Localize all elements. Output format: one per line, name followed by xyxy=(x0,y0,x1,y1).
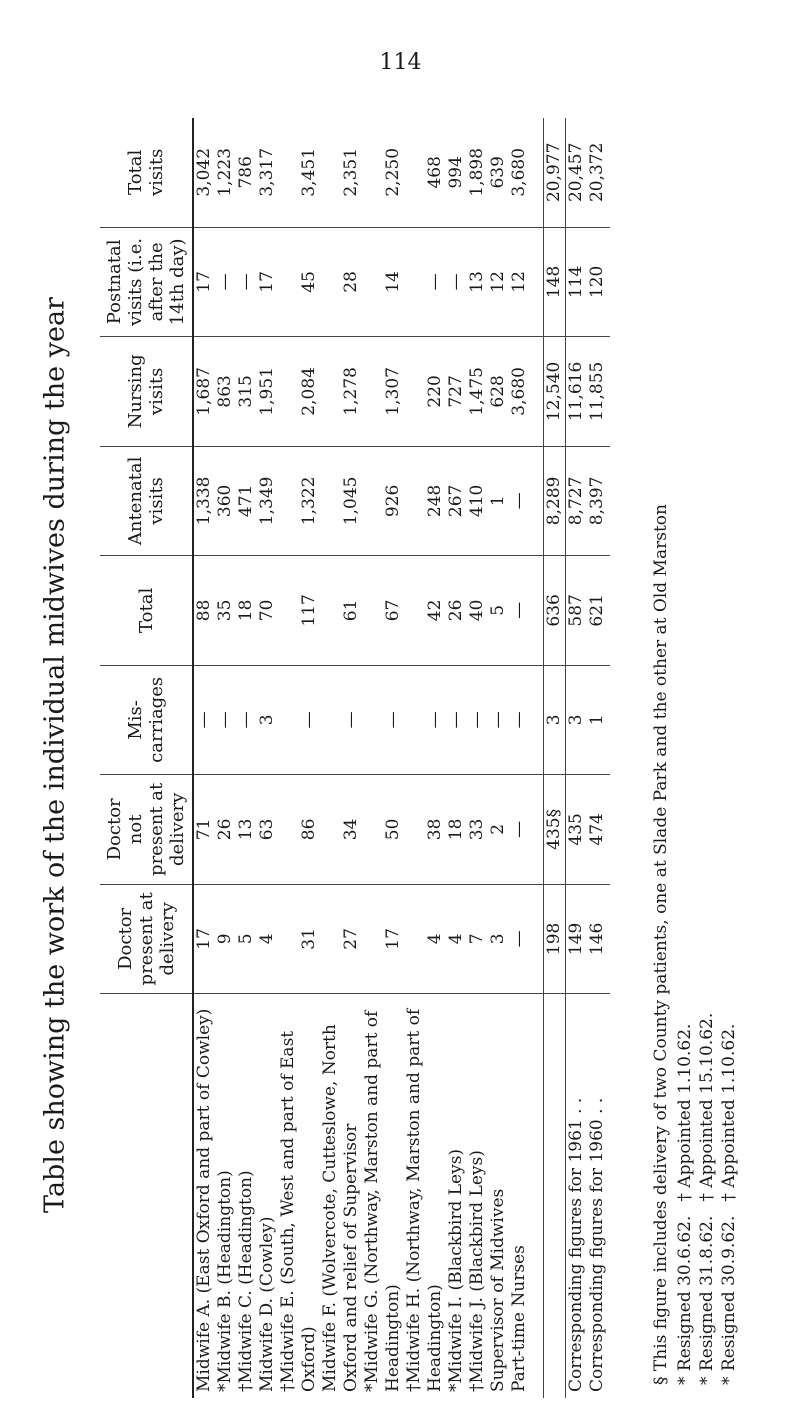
gap xyxy=(404,234,425,331)
value: 315 xyxy=(236,375,256,408)
value-1960: 11,855 xyxy=(587,361,608,422)
value: — xyxy=(509,601,529,619)
value: 40 xyxy=(467,599,487,622)
midwife-rows xyxy=(193,118,544,1398)
midwife-name: Headington) xyxy=(425,1284,445,1392)
resigned-note: * Resigned 31.8.62. xyxy=(697,1215,717,1385)
totals-label xyxy=(544,994,566,1398)
corr-cell xyxy=(566,118,610,227)
value: 248 xyxy=(425,484,445,518)
rotated-table-wrapper xyxy=(100,118,610,1398)
value: — xyxy=(215,273,235,291)
corr-cell xyxy=(566,665,610,775)
footnote-dates xyxy=(674,999,740,1385)
value: 639 xyxy=(488,156,508,189)
value: 17 xyxy=(194,271,214,293)
value: — xyxy=(488,711,508,729)
value: — xyxy=(236,273,256,291)
value: 2,250 xyxy=(383,147,403,197)
gap xyxy=(362,562,383,659)
value: — xyxy=(509,930,529,948)
value: 1,475 xyxy=(467,367,487,416)
value-1960: 120 xyxy=(587,265,608,299)
gap xyxy=(362,891,383,988)
midwife-name: †Midwife J. (Blackbird Leys) xyxy=(467,1150,487,1392)
value: 1,045 xyxy=(341,476,361,526)
value: 26 xyxy=(446,599,466,622)
corresponding-label-1960: Corresponding figures for 1960 . . xyxy=(587,1097,608,1392)
header-total: Total xyxy=(100,556,193,666)
value-1961: 149 xyxy=(566,922,587,956)
midwife-name: Midwife F. (Wolvercote, Cutteslowe, North xyxy=(320,1024,340,1392)
table-frame xyxy=(100,118,610,1398)
value: 1 xyxy=(488,495,508,507)
value: 38 xyxy=(425,818,445,841)
value: 14 xyxy=(383,271,403,293)
value: 67 xyxy=(383,599,403,622)
midwife-name: †Midwife E. (South, West and part of East xyxy=(278,1030,298,1392)
value: 2,351 xyxy=(341,147,361,197)
value: 70 xyxy=(257,599,277,622)
midwife-name: Headington) xyxy=(383,1284,403,1392)
midwife-name: †Midwife C. (Headington) xyxy=(236,1170,256,1392)
value-1961: 3 xyxy=(566,714,587,726)
gap xyxy=(362,781,383,878)
corresponding-row xyxy=(566,118,610,1398)
header-postnatal: Postnatal visits (i.e. after the 14th day) xyxy=(100,227,193,337)
gap xyxy=(278,891,299,988)
header-doctor-not-present: Doctor not present at delivery xyxy=(100,775,193,885)
total-value: 435§ xyxy=(544,775,566,885)
value: 12 xyxy=(488,271,508,293)
value-1961: 11,616 xyxy=(566,361,587,422)
value: — xyxy=(509,492,529,510)
gap xyxy=(404,124,425,221)
midwife-names-cell xyxy=(193,994,544,1398)
total-value: 8,289 xyxy=(544,446,566,556)
corr-cell xyxy=(566,446,610,556)
value: 4 xyxy=(257,933,277,945)
value: 4 xyxy=(425,933,445,945)
gap xyxy=(404,781,425,878)
value-1961: 8,727 xyxy=(566,476,587,526)
header-miscarriages: Mis-carriages xyxy=(100,665,193,775)
value: 27 xyxy=(341,928,361,950)
value: 1,687 xyxy=(194,367,214,416)
corresponding-label-1961: Corresponding figures for 1961 . . xyxy=(566,1097,587,1392)
page-number: 114 xyxy=(379,50,422,75)
corr-cell xyxy=(566,556,610,666)
value: 31 xyxy=(299,928,319,950)
gap xyxy=(278,234,299,331)
value: 863 xyxy=(215,375,235,408)
value-1960: 474 xyxy=(587,813,608,846)
value: — xyxy=(236,711,256,729)
gap xyxy=(320,672,341,769)
total-value: 12,540 xyxy=(544,337,566,447)
midwives-work-table xyxy=(100,118,610,1398)
header-nursing: Nursing visits xyxy=(100,337,193,447)
gap xyxy=(278,453,299,550)
value: 410 xyxy=(467,484,487,518)
value: 471 xyxy=(236,484,256,518)
appointed-note: † Appointed 15.10.62. xyxy=(697,1012,717,1202)
value: 13 xyxy=(236,818,256,841)
value: 5 xyxy=(236,933,256,945)
gap xyxy=(362,343,383,440)
value: — xyxy=(425,711,445,729)
value: 267 xyxy=(446,484,466,518)
midwife-name: Oxford and relief of Supervisor xyxy=(341,1123,361,1392)
header-doctor-present: Doctor present at delivery xyxy=(100,884,193,994)
data-cell xyxy=(193,775,544,885)
gap xyxy=(278,781,299,878)
midwife-name: †Midwife H. (Northway, Marston and part of xyxy=(404,1008,424,1392)
gap xyxy=(404,343,425,440)
value: 786 xyxy=(236,156,256,189)
value: 1,898 xyxy=(467,147,487,197)
midwife-name: Oxford) xyxy=(299,1326,319,1392)
value: 63 xyxy=(257,818,277,841)
table-title-container xyxy=(32,115,78,1395)
value: 50 xyxy=(383,818,403,841)
gap xyxy=(362,453,383,550)
gap xyxy=(362,124,383,221)
value: — xyxy=(446,711,466,729)
appointed-note: † Appointed 1.10.62. xyxy=(675,1023,695,1202)
value: 88 xyxy=(194,599,214,622)
value: — xyxy=(446,273,466,291)
value: 468 xyxy=(425,156,445,189)
value: — xyxy=(509,820,529,838)
gap xyxy=(278,124,299,221)
value: 17 xyxy=(194,928,214,950)
value: 3,451 xyxy=(299,147,319,197)
value: 33 xyxy=(467,818,487,841)
value: 18 xyxy=(236,599,256,622)
resigned-note: * Resigned 30.9.62. xyxy=(719,1215,739,1385)
value: — xyxy=(215,711,235,729)
value-1961: 114 xyxy=(566,265,587,299)
value: 1,338 xyxy=(194,476,214,526)
value: 1,307 xyxy=(383,367,403,416)
value: 3,680 xyxy=(509,147,529,197)
footnotes-container xyxy=(620,115,770,1395)
value: 4 xyxy=(446,933,466,945)
midwife-name: Supervisor of Midwives xyxy=(488,1188,508,1392)
value: 220 xyxy=(425,375,445,408)
gap xyxy=(278,672,299,769)
value: 45 xyxy=(299,271,319,293)
midwife-name: Midwife D. (Cowley) xyxy=(257,1216,277,1392)
gap xyxy=(278,343,299,440)
value: 2,084 xyxy=(299,367,319,416)
resigned-note: * Resigned 30.6.62. xyxy=(675,1215,695,1385)
total-value: 3 xyxy=(544,665,566,775)
value: 86 xyxy=(299,818,319,841)
gap xyxy=(404,453,425,550)
value: 1,223 xyxy=(215,147,235,197)
table-title: Table showing the work of the individual midwives during the year xyxy=(39,297,71,1213)
value: 17 xyxy=(383,928,403,950)
value: 117 xyxy=(299,594,319,627)
value: 3,317 xyxy=(257,147,277,197)
midwife-name: *Midwife I. (Blackbird Leys) xyxy=(446,1148,466,1392)
gap xyxy=(404,891,425,988)
midwife-name: *Midwife G. (Northway, Marston and part of xyxy=(362,1010,382,1392)
value: 3,042 xyxy=(194,147,214,197)
total-value: 20,977 xyxy=(544,118,566,227)
value: 61 xyxy=(341,599,361,622)
value-1960: 1 xyxy=(587,714,608,726)
total-value: 636 xyxy=(544,556,566,666)
value: — xyxy=(383,711,403,729)
value: — xyxy=(509,711,529,729)
gap xyxy=(404,562,425,659)
corr-cell xyxy=(566,884,610,994)
data-cell xyxy=(193,446,544,556)
value: 17 xyxy=(257,271,277,293)
value: 71 xyxy=(194,818,214,841)
gap xyxy=(320,562,341,659)
corr-cell xyxy=(566,775,610,885)
value: — xyxy=(299,711,319,729)
value: 628 xyxy=(488,375,508,408)
value: 35 xyxy=(215,599,235,622)
totals-row xyxy=(544,118,566,1398)
value: 1,349 xyxy=(257,476,277,526)
header-name xyxy=(100,994,193,1398)
value: 1,278 xyxy=(341,367,361,416)
gap xyxy=(320,124,341,221)
footnote-section: § This figure includes delivery of two County patients, one at Slade Park and the other at Old Marston xyxy=(651,504,671,1385)
data-cell xyxy=(193,556,544,666)
total-value: 148 xyxy=(544,227,566,337)
value: — xyxy=(341,711,361,729)
value: 12 xyxy=(509,271,529,293)
value: 9 xyxy=(215,933,235,945)
gap xyxy=(362,672,383,769)
data-cell xyxy=(193,884,544,994)
value: 3 xyxy=(488,933,508,945)
value-1961: 587 xyxy=(566,594,587,627)
value-1960: 8,397 xyxy=(587,476,608,526)
value: 13 xyxy=(467,271,487,293)
value: — xyxy=(194,711,214,729)
midwife-name: Midwife A. (East Oxford and part of Cowley) xyxy=(194,1008,214,1392)
value: 5 xyxy=(488,604,508,616)
value: 3,680 xyxy=(509,367,529,416)
value-1960: 621 xyxy=(587,594,608,627)
value: 1,322 xyxy=(299,476,319,526)
value: — xyxy=(425,273,445,291)
value-1960: 146 xyxy=(587,922,608,956)
gap xyxy=(320,453,341,550)
value: 28 xyxy=(341,271,361,293)
value: — xyxy=(467,711,487,729)
header-total-visits: Total visits xyxy=(100,118,193,227)
value: 7 xyxy=(467,933,487,945)
corr-cell xyxy=(566,337,610,447)
gap xyxy=(404,672,425,769)
gap xyxy=(320,891,341,988)
value: 26 xyxy=(215,818,235,841)
corresponding-labels xyxy=(566,994,610,1398)
value: 42 xyxy=(425,599,445,622)
gap xyxy=(278,562,299,659)
value: 994 xyxy=(446,156,466,189)
data-cell xyxy=(193,118,544,227)
gap xyxy=(320,781,341,878)
data-cell xyxy=(193,227,544,337)
data-cell xyxy=(193,665,544,775)
value: 727 xyxy=(446,375,466,408)
appointed-note: † Appointed 1.10.62. xyxy=(719,1023,739,1202)
midwife-name: *Midwife B. (Headington) xyxy=(215,1170,235,1392)
header-antenatal: Antenatal visits xyxy=(100,446,193,556)
value: 3 xyxy=(257,714,277,726)
value: 34 xyxy=(341,818,361,841)
value: 360 xyxy=(215,484,235,518)
header-row xyxy=(100,118,193,1398)
value-1961: 435 xyxy=(566,813,587,846)
value: 1,951 xyxy=(257,367,277,416)
data-cell xyxy=(193,337,544,447)
footnotes xyxy=(650,125,740,1385)
value: 926 xyxy=(383,484,403,518)
value: 2 xyxy=(488,823,508,835)
gap xyxy=(362,234,383,331)
total-value: 198 xyxy=(544,884,566,994)
midwife-name: Part-time Nurses xyxy=(509,1245,529,1392)
corr-cell xyxy=(566,227,610,337)
value: 18 xyxy=(446,818,466,841)
value-1960: 20,372 xyxy=(587,142,608,203)
gap xyxy=(320,234,341,331)
value-1961: 20,457 xyxy=(566,142,587,203)
gap xyxy=(320,343,341,440)
